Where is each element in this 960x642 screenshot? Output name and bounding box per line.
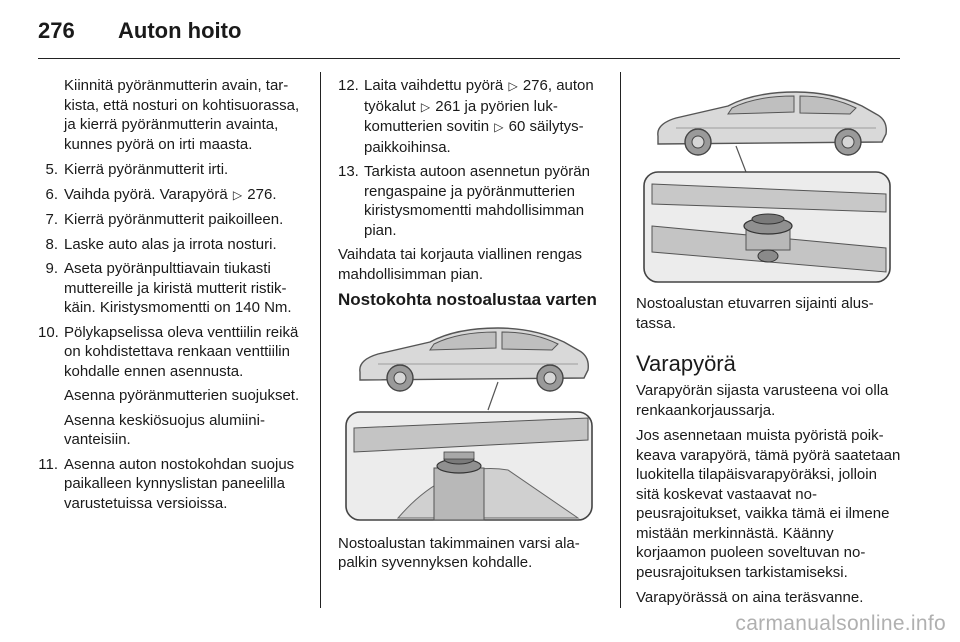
- figure-caption: Nostoalustan takimmainen varsi alapalkin syvennyksen kohdalle.: [338, 534, 580, 571]
- left-column: [38, 76, 306, 518]
- detail-inset: [346, 412, 592, 520]
- header-rule: [38, 58, 900, 59]
- column-divider-left: [320, 72, 321, 608]
- intro-text: Kiinnitä pyöränmutterin avain, tarkista, että nosturi on kohtisuorassa, ja kierrä pyöränmutterin avainta, kunnes pyörä on irti maasta.: [64, 77, 300, 153]
- page-reference-link[interactable]: 261: [435, 97, 461, 115]
- figure-caption: Nostoalustan etuvarren sijainti alustassa.: [636, 295, 874, 332]
- right-column: [636, 76, 902, 614]
- paragraph: Varapyörän sijasta varusteena voi olla renkaankorjaussarja.: [636, 382, 889, 419]
- reference-arrow-icon: ▷: [420, 99, 431, 114]
- list-item: 8. Laske auto alas ja irrota nosturi.: [45, 235, 277, 253]
- detail-inset: [644, 172, 890, 282]
- list-item: 12. Laita vaihdettu pyörä ▷ 276, auton työkalut ▷ 261 ja pyörien lukkomutterien sovitin ▷ 60 säilytyspaikkoihinsa.: [338, 77, 594, 156]
- paragraph: Jos asennetaan muista pyöristä poikkeava varapyörä, tämä pyörä saatetaan luokitella tilapäisvarapyöräksi, jolloin sitä koskevat vastaavat nopeusrajoitukset, vaikka tämä ei ilmene mistään merkinnästä. Käänny korjaamon puoleen soveltuvan nopeusrajoituksen tarkistamiseksi.: [636, 427, 901, 581]
- list-item: 6. Vaihda pyörä. Varapyörä ▷ 276.: [45, 185, 277, 203]
- column-divider-right: [620, 72, 621, 608]
- rear-lift-point-figure: [338, 320, 600, 526]
- subsection-heading: Nostokohta nostoalustaa varten: [338, 290, 597, 309]
- paragraph: Vaihdata tai korjauta viallinen rengas mahdollisimman pian.: [338, 246, 583, 283]
- list-item: 5. Kierrä pyöränmutterit irti.: [45, 161, 229, 178]
- reference-arrow-icon: ▷: [508, 79, 518, 93]
- list-item: 13. Tarkista autoon asennetun pyörän rengaspaine ja pyöränmutterien kiristysmomentti mahdollisimman pian.: [338, 163, 590, 239]
- list-item: 9. Aseta pyöränpulttiavain tiukasti muttereille ja kiristä mutterit ristikkäin. Kiristysmomentti on 140 Nm.: [45, 260, 292, 316]
- page-reference-link[interactable]: 60: [508, 118, 526, 135]
- section-title: Varapyörä: [636, 351, 736, 376]
- list-item: 7. Kierrä pyöränmutterit paikoilleen.: [45, 211, 284, 228]
- front-lift-point-figure: [636, 76, 898, 286]
- middle-column: [338, 76, 606, 573]
- reference-arrow-icon: ▷: [232, 187, 243, 202]
- page-number: 276: [38, 18, 75, 43]
- watermark: carmanualsonline.info: [735, 612, 946, 635]
- list-item: 11. Asenna auton nostokohdan suojus paikalleen kynnyslistan paneelilla varustetuissa versioissa.: [38, 455, 295, 512]
- page-reference-link[interactable]: 276: [247, 185, 273, 203]
- paragraph: Varapyörässä on aina teräsvanne.: [636, 589, 864, 606]
- list-item: 10. Pölykapselissa oleva venttiilin reikä on kohdistettava renkaan venttiilin kohdalle ennen asennusta. Asenna pyöränmutterien suojukset. Asenna keskiösuojus alumiinivanteisiin.: [38, 323, 300, 448]
- page-reference-link[interactable]: 276: [522, 77, 548, 94]
- reference-arrow-icon: ▷: [494, 120, 504, 134]
- page-title: Auton hoito: [118, 18, 242, 43]
